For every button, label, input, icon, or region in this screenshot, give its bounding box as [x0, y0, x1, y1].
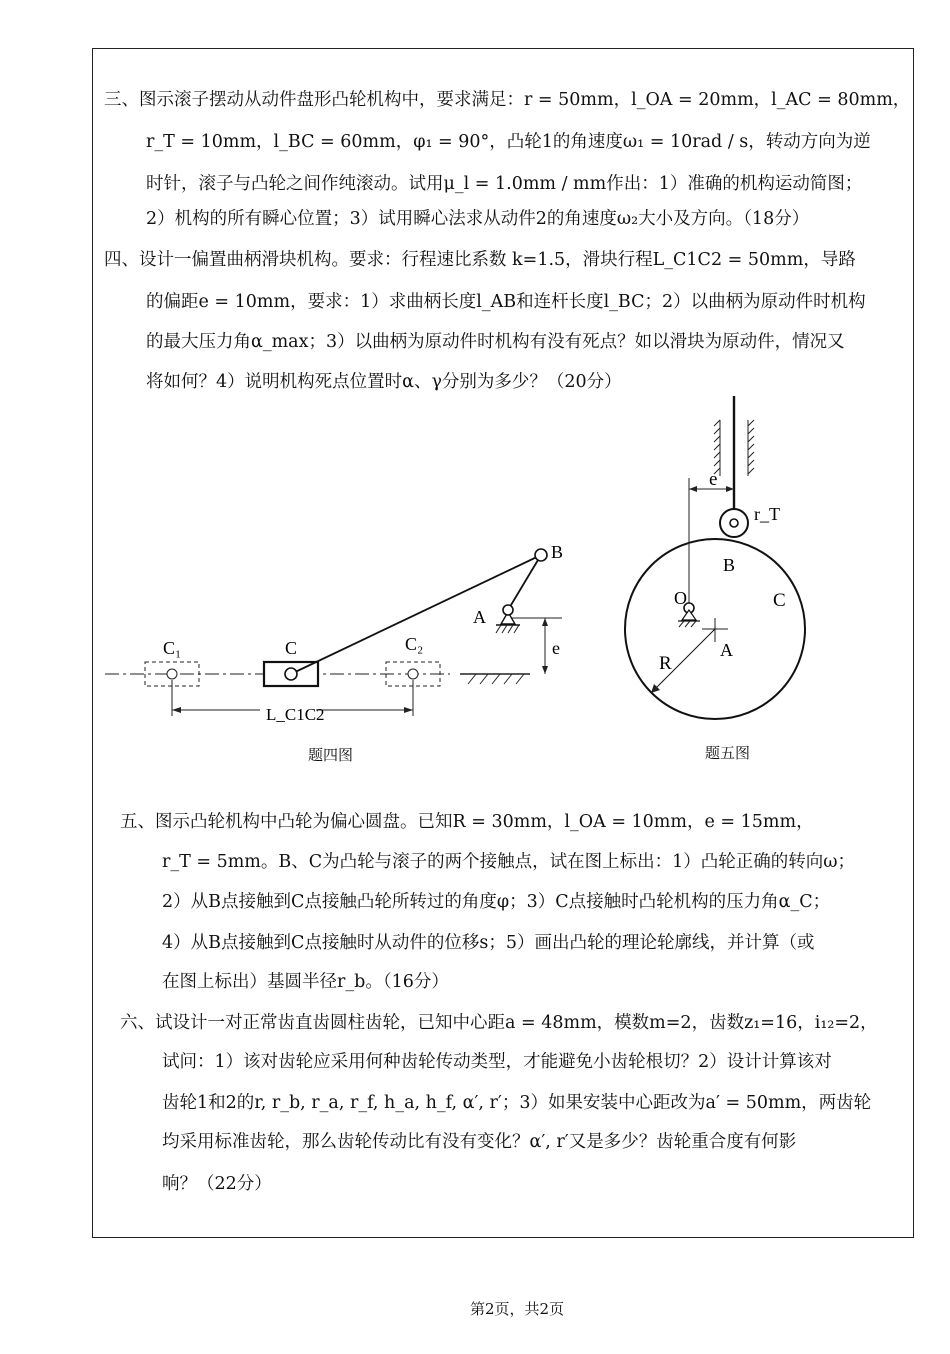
- label-r: R: [659, 653, 672, 674]
- q4-line-3: 的最大压力角α_max；3）以曲柄为原动件时机构有没有死点？如以滑块为原动件，情况又: [146, 332, 845, 352]
- q3-line-2: r_T = 10mm，l_BC = 60mm，φ₁ = 90°，凸轮1的角速度ω₁ = 10rad / s，转动方向为逆: [146, 132, 871, 152]
- figure-5-cam: [610, 392, 830, 747]
- label-a: A: [720, 640, 733, 660]
- label-b: B: [723, 555, 736, 575]
- q6-line-2: 试问：1）该对齿轮应采用何种齿轮传动类型，才能避免小齿轮根切？2）设计计算该对: [162, 1052, 832, 1072]
- q6-line-1: 六、试设计一对正常齿直齿圆柱齿轮，已知中心距a = 48mm，模数m=2，齿数z₁=16，i₁₂=2，: [120, 1013, 878, 1033]
- q3-line-1: 三、图示滚子摆动从动件盘形凸轮机构中，要求满足：r = 50mm，l_OA = 20mm，l_AC = 80mm，: [104, 90, 911, 110]
- label-a: A: [473, 607, 486, 627]
- figure-4-slider-crank: [100, 530, 580, 730]
- q6-line-3: 齿轮1和2的r, r_b, r_a, r_f, h_a, h_f, α′, r′；3）如果安装中心距改为a′ = 50mm，两齿轮: [162, 1093, 872, 1113]
- q4-line-4: 将如何？4）说明机构死点位置时α、γ分别为多少？（20分）: [146, 372, 622, 392]
- q4-line-2: 的偏距e = 10mm，要求：1）求曲柄长度l_AB和连杆长度l_BC；2）以曲柄为原动件时机构: [146, 292, 866, 312]
- q5-line-2: r_T = 5mm。B、C为凸轮与滚子的两个接触点，试在图上标出：1）凸轮正确的转向ω；: [162, 852, 856, 872]
- label-c2: C₂: [405, 634, 424, 654]
- label-c: C: [773, 590, 786, 611]
- coupler-bc: [291, 555, 541, 674]
- q5-line-3: 2）从B点接触到C点接触凸轮所转过的角度φ；3）C点接触时凸轮机构的压力角α_C；: [162, 892, 831, 912]
- q3-line-3: 时针，滚子与凸轮之间作纯滚动。试用μ_l = 1.0mm / mm作出：1）准确的机构运动简图；: [146, 174, 863, 194]
- q5-line-5: 在图上标出）基圆半径r_b。（16分）: [162, 972, 449, 992]
- q6-line-5: 响？（22分）: [162, 1174, 272, 1194]
- page-footer: 第2页，共2页: [470, 1300, 565, 1318]
- label-c: C: [285, 638, 298, 658]
- label-e: e: [552, 638, 560, 658]
- label-lc1c2: L_C1C2: [266, 705, 325, 724]
- q4-line-1: 四、设计一偏置曲柄滑块机构。要求：行程速比系数 k=1.5，滑块行程L_C1C2 = 50mm，导路: [104, 250, 856, 270]
- label-e: e: [709, 469, 718, 490]
- label-b: B: [551, 542, 564, 562]
- figure-5-caption: 题五图: [705, 744, 751, 762]
- label-o: O: [674, 588, 687, 608]
- label-c1: C₁: [163, 638, 182, 658]
- label-rt: r_T: [754, 504, 780, 524]
- q5-line-4: 4）从B点接触到C点接触时从动件的位移s；5）画出凸轮的理论轮廓线，并计算（或: [162, 933, 815, 953]
- figure-4-caption: 题四图: [308, 746, 354, 764]
- q5-line-1: 五、图示凸轮机构中凸轮为偏心圆盘。已知R = 30mm，l_OA = 10mm，e = 15mm，: [120, 812, 814, 832]
- q3-line-4: 2）机构的所有瞬心位置；3）试用瞬心法求从动件2的角速度ω₂大小及方向。（18分）: [146, 209, 810, 229]
- q6-line-4: 均采用标准齿轮，那么齿轮传动比有没有变化？α′, r′又是多少？齿轮重合度有何影: [162, 1132, 797, 1152]
